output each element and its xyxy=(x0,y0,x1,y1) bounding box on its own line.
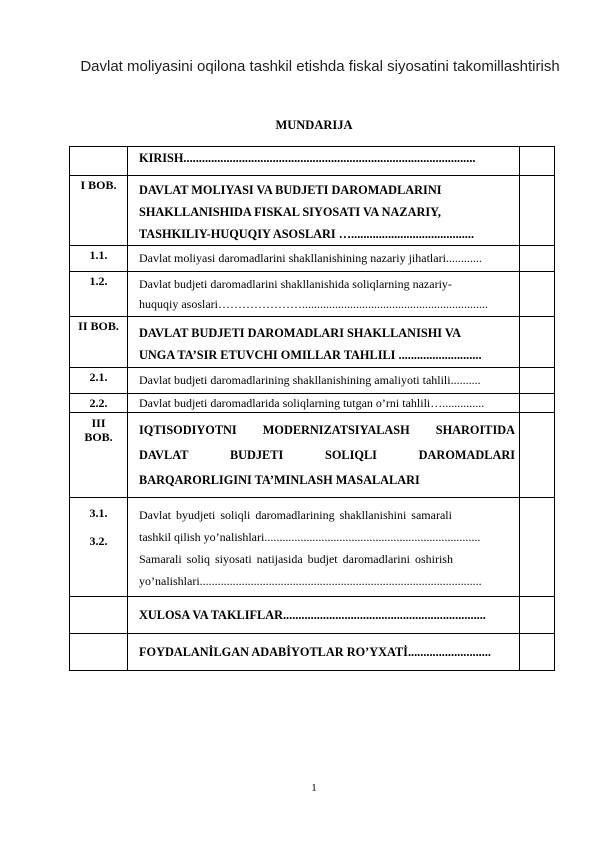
chapter-title-line: DAVLAT MOLIYASI VA BUDJETI DAROMADLARINI xyxy=(139,183,442,197)
section-number: 3.2. xyxy=(89,534,108,548)
chapter-number: I BOB. xyxy=(70,176,128,246)
toc-row-chapter-1 xyxy=(70,176,555,246)
section-number: 1.1. xyxy=(70,246,128,272)
section-title-line: Samarali soliq siyosati natijasida budjet daromadlarini oshirish xyxy=(139,552,453,566)
section-title-line: Davlat byudjeti soliqli daromadlarining shakllanishini samarali xyxy=(139,508,452,522)
section-number: 1.2. xyxy=(70,272,128,317)
chapter-title-line: DAVLAT BUDJETI SOLIQLI DAROMADLARI xyxy=(139,448,515,462)
chapter-title-line: TASHKILIY-HUQUQIY ASOSLARI …........................................ xyxy=(139,227,475,241)
section-number: 3.1. xyxy=(89,506,108,520)
section-title: Davlat moliyasi daromadlarini shakllanishining nazariy jihatlari............ xyxy=(139,251,482,265)
page-number: 1 xyxy=(311,782,317,794)
toc-row-section-1-2 xyxy=(70,272,555,317)
chapter-number: III BOB. xyxy=(70,413,128,498)
toc-heading: MUNDARIJA xyxy=(275,118,353,132)
toc-row-chapter-2 xyxy=(70,317,555,368)
toc-row-section-2-2 xyxy=(70,394,555,413)
section-title: Davlat budjeti daromadlarida soliqlarning tutgan o’rni tahlili….............. xyxy=(139,396,485,410)
section-title-line: yo’nalishlari.............................................................................................. xyxy=(139,574,482,588)
toc-entry-foydalanilgan: FOYDALANİLGAN ADABİYOTLAR RO’YXATİ........................... xyxy=(139,645,491,659)
chapter-title-line: UNGA TA’SIR ETUVCHI OMILLAR TAHLILI ........................... xyxy=(139,348,482,362)
toc-row-foydalanilgan xyxy=(70,634,555,671)
toc-row-sections-3 xyxy=(70,498,555,597)
toc-row-chapter-3 xyxy=(70,413,555,498)
chapter-title-line: IQTISODIYOTNI MODERNIZATSIYALASH SHAROITIDA xyxy=(139,423,515,437)
chapter-title-line: DAVLAT BUDJETI DAROMADLARI SHAKLLANISHI VA xyxy=(139,326,462,340)
toc-entry-xulosa: XULOSA VA TAKLIFLAR.................................................................. xyxy=(139,608,486,622)
document-title: Davlat moliyasini oqilona tashkil etishda fiskal siyosatini takomillashtirish xyxy=(80,58,560,75)
section-number: 2.2. xyxy=(70,394,128,413)
section-title-line: tashkil qilish yo’nalishlari........................................................................ xyxy=(139,530,481,544)
chapter-title-line: BARQARORLIGINI TA’MINLASH MASALALARI xyxy=(139,473,420,487)
toc-row-section-2-1 xyxy=(70,368,555,394)
chapter-title-line: SHAKLLANISHIDA FISKAL SIYOSATI VA NAZARIY, xyxy=(139,205,441,219)
table-of-contents xyxy=(69,146,555,671)
toc-row-xulosa xyxy=(70,597,555,634)
section-number: 2.1. xyxy=(70,368,128,394)
toc-row-section-1-1 xyxy=(70,246,555,272)
section-title-line: Davlat budjeti daromadlarini shakllanishida soliqlarning nazariy- xyxy=(139,277,452,291)
toc-entry-kirish: KIRISH............................................................................................... xyxy=(139,151,476,165)
toc-row-kirish xyxy=(70,147,555,176)
section-title-line: huquqiy asoslari………………….............................................................. xyxy=(139,297,488,311)
section-title: Davlat budjeti daromadlarining shakllanishining amaliyoti tahlili.......... xyxy=(139,373,481,387)
chapter-number: II BOB. xyxy=(70,317,128,368)
